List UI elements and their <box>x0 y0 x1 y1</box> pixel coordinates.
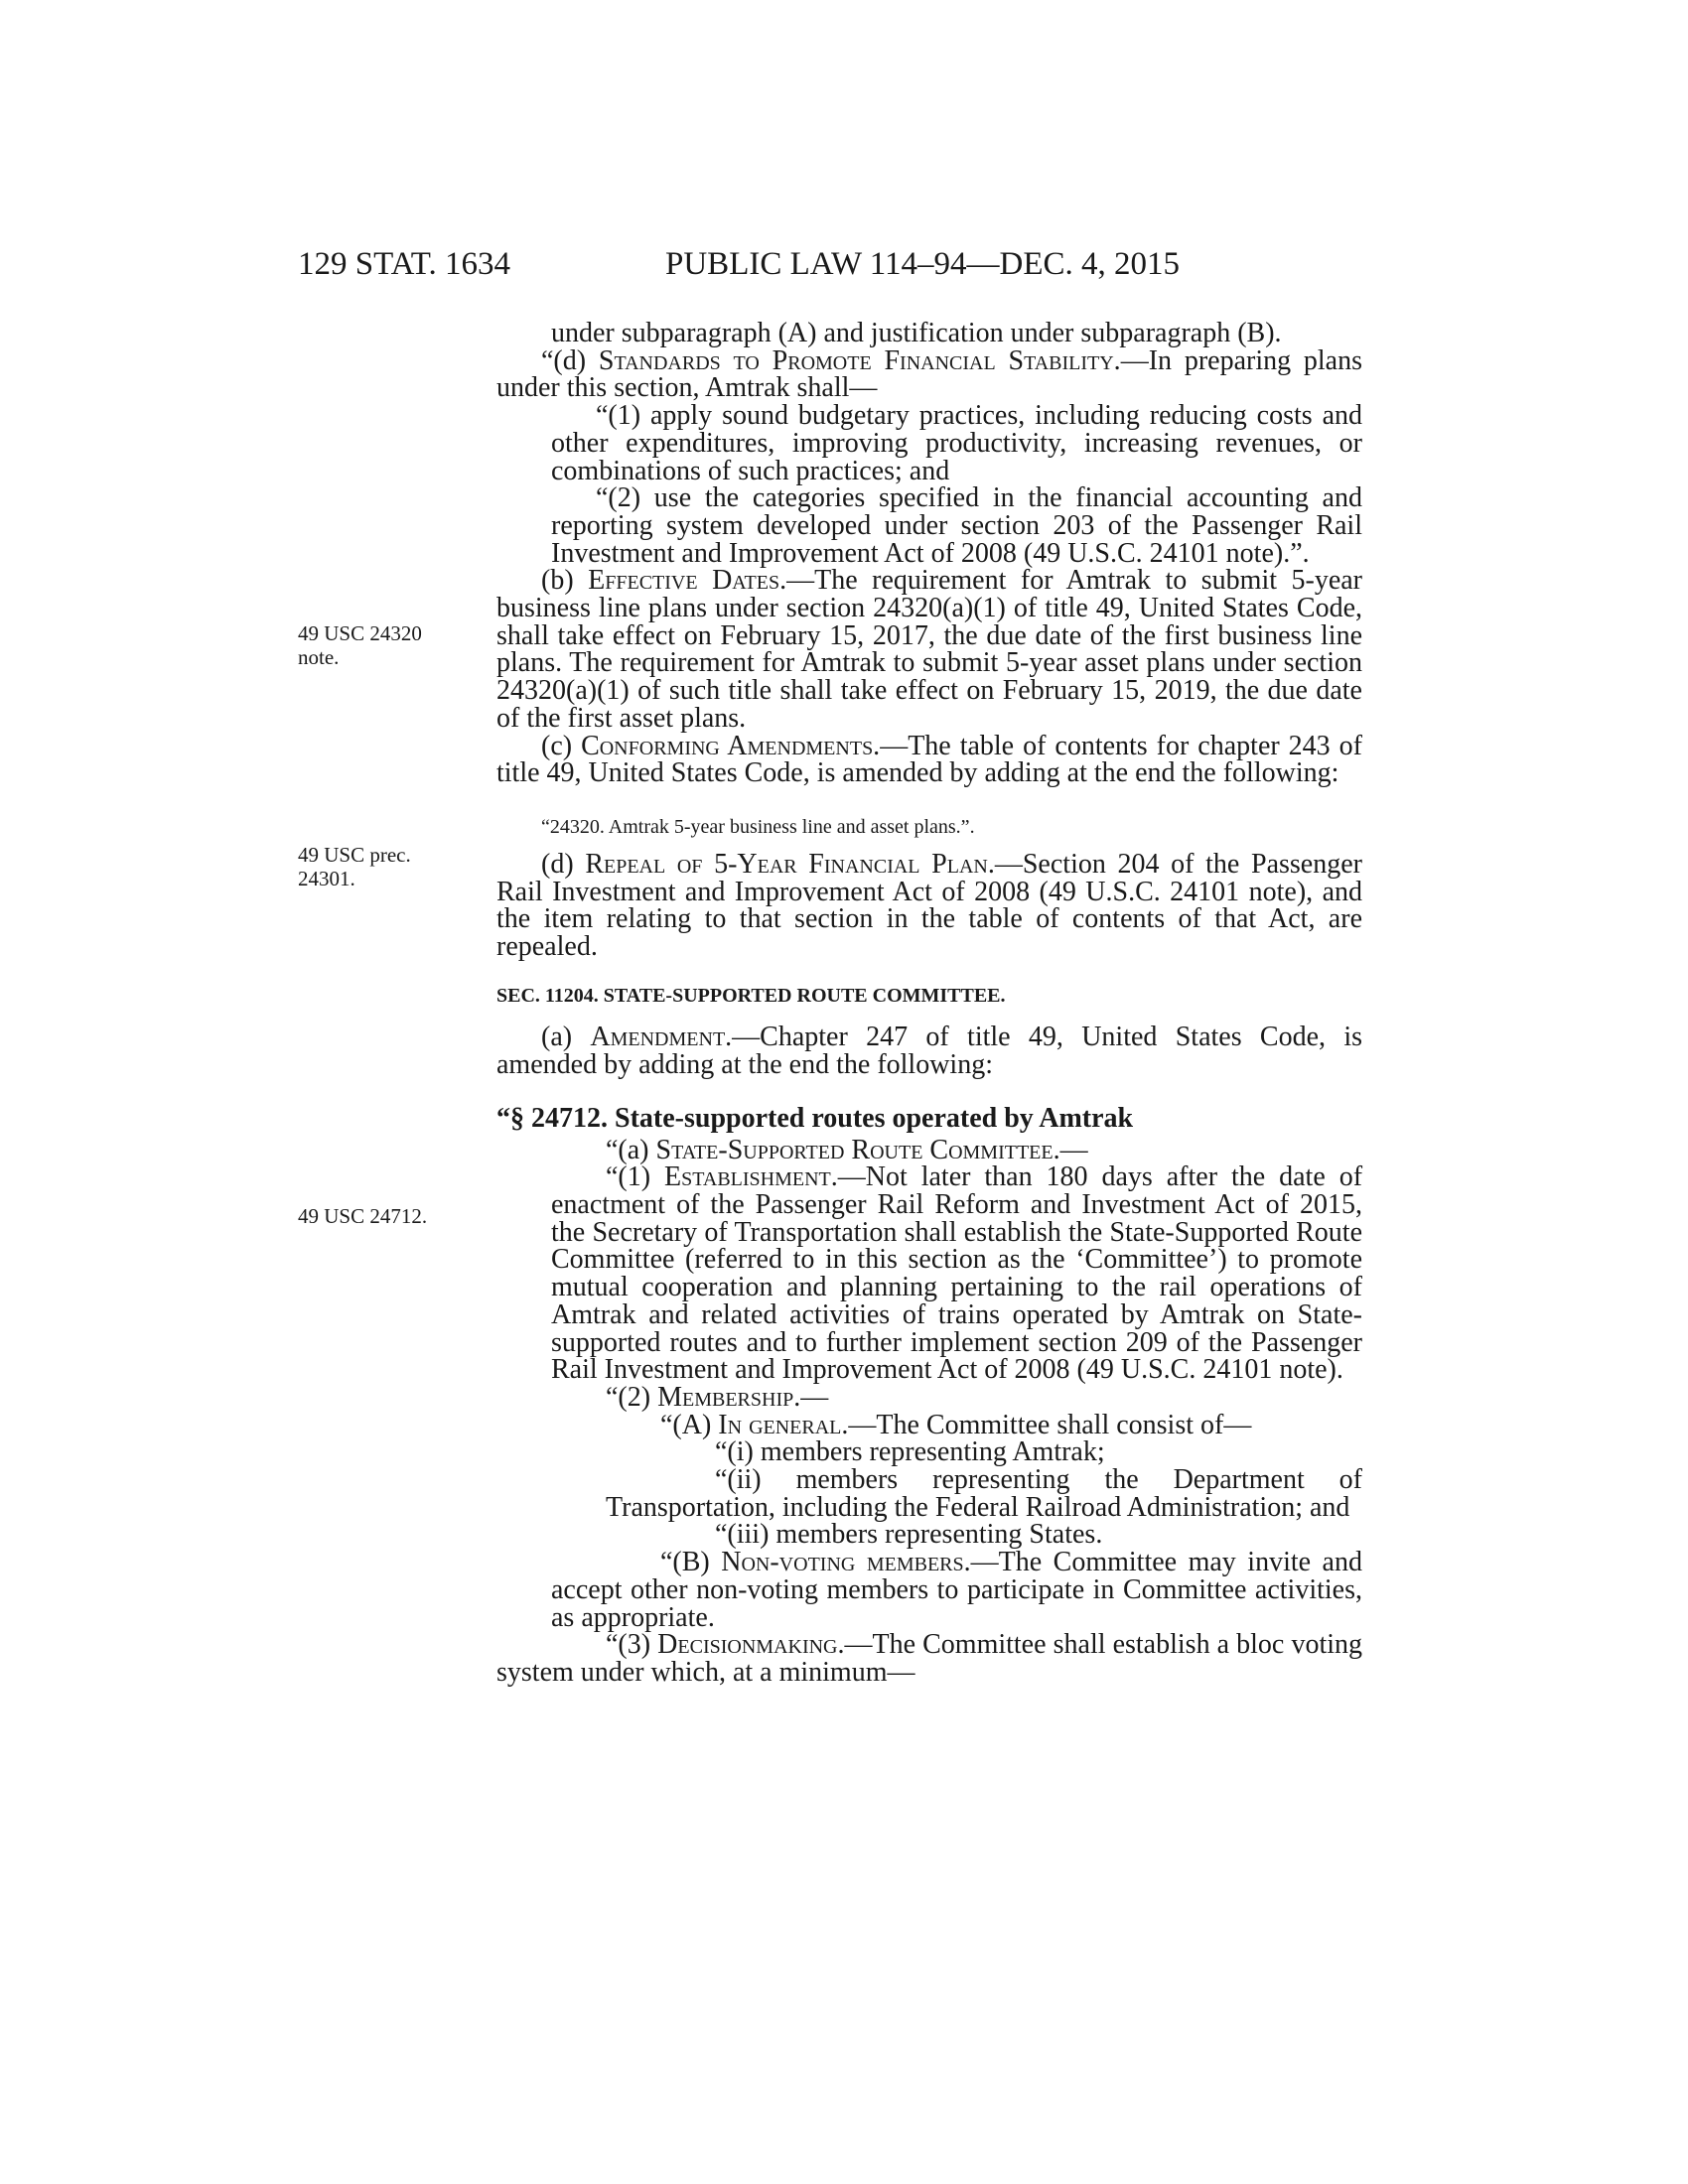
section-heading: SEC. 11204. STATE-SUPPORTED ROUTE COMMITTEE. <box>496 984 1006 1007</box>
paragraph-d2: “(2) use the categories specified in the financial accounting and reporting system developed under section 203 of the Passenger Rail Investment and Improvement Act of 2008 (49 U.S.C. 24101 note).”. <box>551 482 1362 569</box>
paragraph-b-effective-dates: (b) Effective Dates.—The requirement for Amtrak to submit 5-year business line plans under section 24320(a)(1) of title 49, United States Code, shall take effect on February 15, 2017, the due date of the first business line plans. The requirement for Amtrak to submit 5-year asset plans under section 24320(a)(1) of such title shall take effect on February 15, 2019, the due date of the first asset plans. <box>496 565 1362 734</box>
paragraph-qi: “(i) members representing Amtrak; <box>715 1436 1105 1468</box>
paragraph-q3-decisionmaking: “(3) Decisionmaking.—The Committee shall establish a bloc voting system under which, at a minimum— <box>496 1629 1363 1688</box>
paragraph-continuation: under subparagraph (A) and justification under subparagraph (B). <box>551 318 1282 348</box>
paragraph-qB-nonvoting: “(B) Non-voting members.—The Committee may invite and accept other non-voting members to participate in Committee activities, as appropriate. <box>551 1547 1362 1633</box>
paragraph-qii: “(ii) members representing the Department of Transportation, including the Federal Railroad Administration; and <box>606 1464 1362 1523</box>
document-body <box>496 320 1362 1687</box>
paragraph-q1-establishment: “(1) Establishment.—Not later than 180 days after the date of enactment of the Passenger Rail Reform and Investment Act of 2015, the Secretary of Transportation shall establish the State-Supported Route Committee (referred to in this section as the ‘Committee’) to promote mutual cooperation and planning pertaining to the rail operations of Amtrak and related activities of trains operated by Amtrak on State-supported routes and to further implement section 209 of the Passenger Rail Investment and Improvement Act of 2008 (49 U.S.C. 24101 note). <box>551 1161 1363 1386</box>
paragraph-d-standards: “(d) Standards to Promote Financial Stability.—In preparing plans under this section, Amtrak shall— <box>496 344 1363 404</box>
paragraph-q2-membership: “(2) Membership.— <box>606 1381 829 1413</box>
paragraph-d1: “(1) apply sound budgetary practices, including reducing costs and other expenditures, improving productivity, increasing revenues, or combinations of such practices; and <box>551 400 1362 486</box>
margin-note-prec-24301: 49 USC prec. 24301. <box>298 843 411 890</box>
margin-note-24712: 49 USC 24712. <box>298 1204 428 1228</box>
page-header <box>298 246 1192 286</box>
public-law-title: PUBLIC LAW 114–94—DEC. 4, 2015 <box>665 246 1181 282</box>
paragraph-qiii: “(iii) members representing States. <box>715 1519 1103 1551</box>
paragraph-a-amendment: (a) Amendment.—Chapter 247 of title 49, United States Code, is amended by adding at the end the following: <box>496 1022 1363 1081</box>
toc-entry: “24320. Amtrak 5-year business line and asset plans.”. <box>541 815 975 838</box>
paragraph-qa: “(a) State-Supported Route Committee.— <box>606 1134 1088 1165</box>
inserted-section-title: “§ 24712. State-supported routes operated by Amtrak <box>496 1102 1134 1134</box>
paragraph-d-repeal: (d) Repeal of 5-Year Financial Plan.—Section 204 of the Passenger Rail Investment and Improvement Act of 2008 (49 U.S.C. 24101 note), and the item relating to that section in the table of contents of that Act, are repealed. <box>496 848 1362 963</box>
stat-citation: 129 STAT. 1634 <box>298 246 511 282</box>
paragraph-c-conforming: (c) Conforming Amendments.—The table of contents for chapter 243 of title 49, United States Code, is amended by adding at the end the following: <box>496 730 1362 789</box>
margin-note-24320: 49 USC 24320 note. <box>298 621 422 669</box>
paragraph-qA-general: “(A) In general.—The Committee shall consist of— <box>660 1409 1252 1440</box>
